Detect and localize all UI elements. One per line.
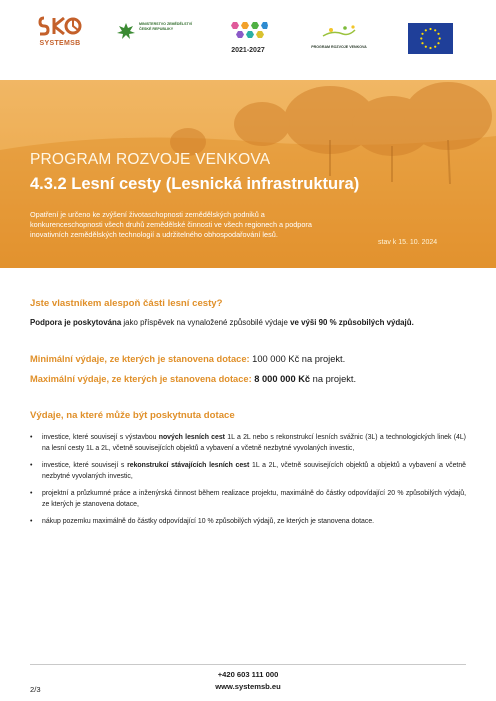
hero-status-date: stav k 15. 10. 2024 bbox=[378, 239, 438, 246]
prv-hexagons-icon bbox=[228, 20, 268, 40]
support-text: jako příspěvek na vynaložené způsobilé výdaje bbox=[121, 318, 291, 327]
rural-program-sprout-icon bbox=[319, 24, 359, 38]
min-costs-label: Minimální výdaje, ze kterých je stanovena dotace: bbox=[30, 354, 250, 364]
logo-bar bbox=[0, 0, 496, 64]
support-bold-2: ve výši 90 % způsobilých výdajů. bbox=[290, 318, 414, 327]
list-item: • investice, které souvisejí s výstavbou nových lesních cest 1L a 2L nebo s rekonstrukcí lesních svážnic (3L) a technologických linek (4L) na lesní cesty 1L a 2L, včetně souvisejících objektů a vybavení a včetně nezbytné vyvolaných investic, bbox=[30, 434, 466, 452]
max-costs-rest: na projekt. bbox=[310, 374, 357, 384]
page-number: 2/3 bbox=[30, 685, 41, 694]
ministry-emblem-icon bbox=[116, 22, 136, 40]
eligible-expenses-list bbox=[30, 433, 466, 535]
hero-description: Opatření je určeno ke zvýšení životaschopnosti zemědělských podniků a konkurenceschopnosti všech druhů zemědělské činnosti ve všech regionech a podpora inovativních zemědělských technologií a udržitelného obhospodařování lesů. bbox=[30, 210, 312, 240]
footer-phone: +420 603 111 000 bbox=[217, 670, 279, 679]
footer-website-link[interactable]: www.systemsb.eu bbox=[215, 682, 281, 691]
systemsb-label: SYSTEMSB bbox=[39, 40, 81, 47]
max-costs-amount: 8 000 000 Kč bbox=[251, 374, 311, 384]
hero-banner bbox=[0, 80, 496, 268]
footer-divider bbox=[30, 664, 466, 665]
eligible-expenses-heading: Výdaje, na které může být poskytnuta dotace bbox=[30, 410, 235, 421]
bullet-icon: • bbox=[30, 462, 33, 469]
max-costs bbox=[30, 374, 356, 384]
hero-measure-title: 4.3.2 Lesní cesty (Lesnická infrastruktura) bbox=[30, 175, 360, 193]
ministry-logo bbox=[116, 22, 208, 40]
hero-program-title: PROGRAM ROZVOJE VENKOVA bbox=[30, 151, 271, 168]
ministry-line2: ČESKÉ REPUBLIKY bbox=[139, 26, 174, 31]
rural-program-label: PROGRAM ROZVOJE VENKOVA bbox=[311, 45, 367, 49]
min-costs bbox=[30, 354, 345, 364]
eu-flag-icon bbox=[408, 23, 453, 54]
systemsb-logo bbox=[30, 14, 90, 47]
list-item: • projektní a průzkumné práce a inženýrská činnost během realizace projektu, maximálně do částky odpovídající 20 % způsobilých výdajů, ze kterých je stanovena dotace, bbox=[30, 490, 466, 508]
list-item: • nákup pozemku maximálně do částky odpovídající 10 % způsobilých výdajů, ze kterých je stanovena dotace. bbox=[30, 517, 466, 528]
rural-program-logo bbox=[302, 24, 376, 49]
bullet-icon: • bbox=[30, 490, 33, 497]
eu-flag bbox=[408, 23, 453, 54]
min-costs-amount: 100 000 Kč bbox=[249, 354, 300, 364]
max-costs-label: Maximální výdaje, ze kterých je stanovena dotace: bbox=[30, 374, 252, 384]
list-item: • investice, které souvisejí s rekonstrukcí stávajících lesních cest 1L a 2L, včetně souvisejících objektů a objektů a vybavení a včetně nezbytné vyvolaných investic, bbox=[30, 462, 466, 480]
systemsb-mark-icon bbox=[38, 14, 82, 38]
support-bold-1: Podpora je poskytována bbox=[30, 318, 122, 327]
ownership-question: Jste vlastníkem alespoň části lesní cesty? bbox=[30, 298, 223, 309]
prv-years: 2021-2027 bbox=[231, 47, 265, 54]
support-statement bbox=[30, 318, 414, 327]
min-costs-rest: na projekt. bbox=[299, 354, 346, 364]
bullet-icon: • bbox=[30, 518, 33, 525]
prv-logo bbox=[218, 20, 278, 54]
bullet-icon: • bbox=[30, 434, 33, 441]
ministry-line1: MINISTERSTVO ZEMĚDĚLSTVÍ bbox=[139, 22, 193, 26]
